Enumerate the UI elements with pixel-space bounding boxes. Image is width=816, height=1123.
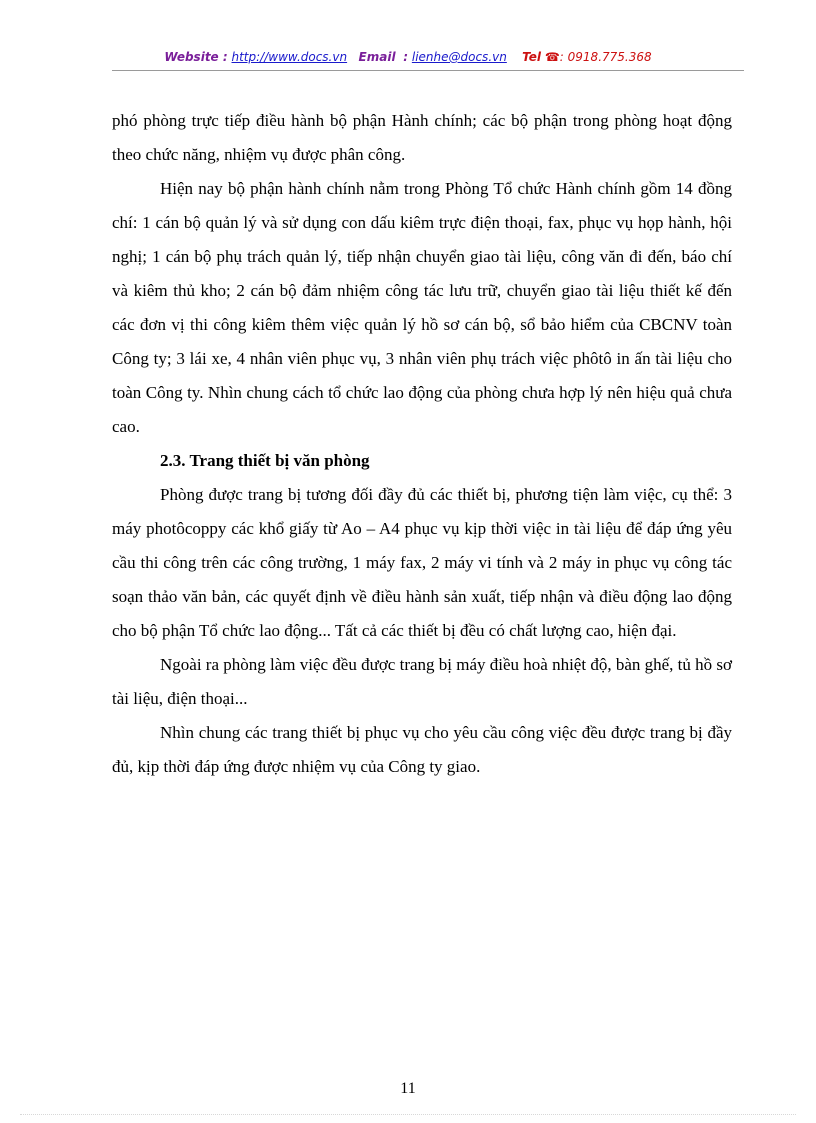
page-bottom-border	[20, 1114, 796, 1115]
paragraph-3: Phòng được trang bị tương đối đầy đủ các thiết bị, phương tiện làm việc, cụ thể: 3 máy photôcoppy các khổ giấy từ Ao – A4 phục vụ kịp thời việc in tài liệu để đáp ứng yêu cầu thi công trên các công trường, 1 máy fax, 2 máy vi tính và 2 máy in phục vụ công tác soạn thảo văn bản, các quyết định về điều hành sản xuất, tiếp nhận và điều động lao động cho bộ phận Tổ chức lao động... Tất cả các thiết bị đều có chất lượng cao, hiện đại.	[112, 485, 732, 640]
website-link[interactable]: http://www.docs.vn	[231, 50, 348, 64]
phone-number: 0918.775.368	[567, 50, 652, 64]
tel-label: Tel	[522, 50, 541, 64]
email-link[interactable]: lienhe@docs.vn	[411, 50, 507, 64]
paragraph-1: phó phòng trực tiếp điều hành bộ phận Hành chính; các bộ phận trong phòng hoạt động theo chức năng, nhiệm vụ được phân công.	[112, 111, 732, 164]
paragraph-5: Nhìn chung các trang thiết bị phục vụ cho yêu cầu công việc đều được trang bị đầy đủ, kịp thời đáp ứng được nhiệm vụ của Công ty giao.	[112, 723, 732, 776]
paragraph-4: Ngoài ra phòng làm việc đều được trang bị máy điều hoà nhiệt độ, bàn ghế, tủ hồ sơ tài liệu, điện thoại...	[112, 655, 732, 708]
header-rule	[112, 70, 744, 71]
tel-separator: :	[559, 50, 564, 64]
paragraph-2: Hiện nay bộ phận hành chính nằm trong Phòng Tổ chức Hành chính gồm 14 đồng chí: 1 cán bộ quản lý và sử dụng con dấu kiêm trực điện thoại, fax, phục vụ họp hành, hội nghị; 1 cán bộ phụ trách quản lý, tiếp nhận chuyển giao tài liệu, công văn đi đến, báo chí và kiêm thủ kho; 2 cán bộ đảm nhiệm công tác lưu trữ, chuyển giao tài liệu thiết kế đến các đơn vị thi công kiêm thêm việc quản lý hồ sơ cán bộ, sổ bảo hiểm của CBCNV toàn Công ty; 3 lái xe, 4 nhân viên phục vụ, 3 nhân viên phụ trách việc phôtô in ấn tài liệu cho toàn Công ty. Nhìn chung cách tổ chức lao động của phòng chưa hợp lý nên hiệu quả chưa cao.	[112, 179, 732, 436]
document-body	[112, 104, 732, 784]
section-heading: 2.3. Trang thiết bị văn phòng	[160, 451, 370, 470]
phone-icon: ☎	[544, 50, 560, 64]
email-label: Email	[358, 50, 396, 64]
website-label: Website :	[164, 50, 228, 64]
page-number: 11	[400, 1080, 416, 1097]
page-header	[0, 50, 816, 64]
email-separator: :	[403, 50, 409, 64]
